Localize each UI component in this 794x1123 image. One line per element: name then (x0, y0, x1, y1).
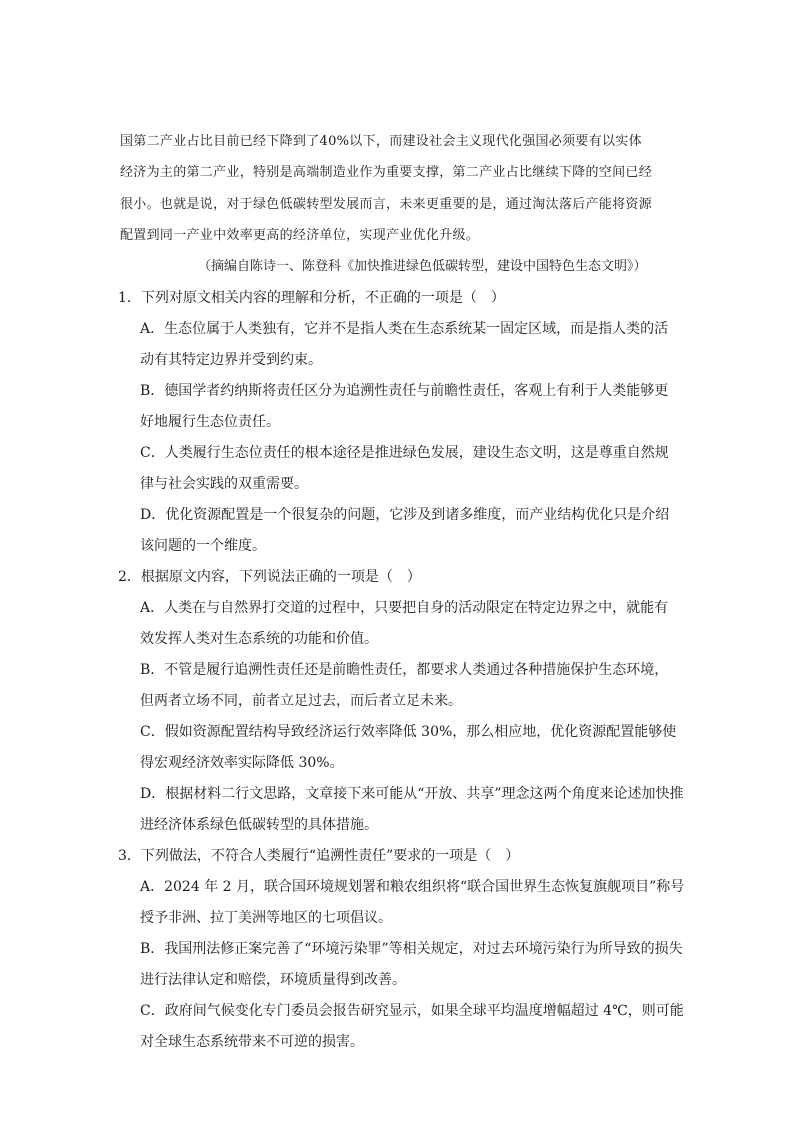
question-2-option-c: C．假如资源配置结构导致经济运行效率降低 30%，那么相应地，优化资源配置能够使 (140, 724, 677, 740)
question-2-option-b-cont: 但两者立场不同，前者立足过去，而后者立足未来。 (140, 693, 462, 709)
question-3-option-b: B．我国刑法修正案完善了“环境污染罪”等相关规定，对过去环境污染行为所导致的损失 (140, 941, 683, 957)
question-3-option-b-cont: 进行法律认定和赔偿，环境质量得到改善。 (140, 972, 406, 988)
question-2-option-c-cont: 得宏观经济效率实际降低 30%。 (140, 755, 344, 771)
passage-line: 配置到同一产业中效率更高的经济单位，实现产业优化升级。 (120, 228, 480, 243)
question-1-option-d: D．优化资源配置是一个很复杂的问题，它涉及到诸多维度，而产业结构优化只是介绍 (140, 507, 670, 523)
question-2-option-a: A．人类在与自然界打交道的过程中，只要把自身的活动限定在特定边界之中，就能有 (140, 600, 669, 616)
passage-line: 很小。也就是说，对于绿色低碳转型发展而言，未来更重要的是，通过淘汰落后产能将资源 (120, 197, 653, 212)
question-2-option-d-cont: 进经济体系绿色低碳转型的具体措施。 (140, 817, 378, 833)
question-1-stem: 1．下列对原文相关内容的理解和分析，不正确的一项是（ ） (118, 290, 505, 306)
question-1-option-d-cont: 该问题的一个维度。 (140, 538, 266, 554)
question-1-option-c-cont: 律与社会实践的双重需要。 (140, 476, 308, 492)
passage-source: （摘编自陈诗一、陈登科《加快推进绿色低碳转型，建设中国特色生态文明》） (198, 259, 647, 274)
question-2-option-a-cont: 效发挥人类对生态系统的功能和价值。 (140, 631, 378, 647)
question-2-option-d: D．根据材料二行文思路，文章接下来可能从“开放、共享”理念这两个角度来论述加快推 (140, 786, 684, 802)
question-3-option-a: A．2024 年 2 月，联合国环境规划署和粮农组织将“联合国世界生态恢复旗舰项目”称号 (140, 879, 685, 895)
question-1-option-b-cont: 好地履行生态位责任。 (140, 414, 280, 430)
question-1-option-b: B．德国学者约纳斯将责任区分为追溯性责任与前瞻性责任，客观上有利于人类能够更 (140, 383, 669, 399)
question-3-option-c: C．政府间气候变化专门委员会报告研究显示，如果全球平均温度增幅超过 4℃，则可能 (140, 1003, 684, 1019)
passage-line: 经济为主的第二产业，特别是高端制造业作为重要支撑，第二产业占比继续下降的空间已经 (120, 165, 653, 180)
question-2-stem: 2．根据原文内容，下列说法正确的一项是（ ） (118, 569, 421, 585)
question-3-option-a-cont: 授予非洲、拉丁美洲等地区的七项倡议。 (140, 910, 392, 926)
question-3-option-c-cont: 对全球生态系统带来不可逆的损害。 (140, 1034, 364, 1050)
passage-line: 国第二产业占比目前已经下降到了40%以下，而建设社会主义现代化强国必须要有以实体 (120, 134, 642, 149)
question-1-option-a-cont: 动有其特定边界并受到约束。 (140, 352, 322, 368)
question-1-option-a: A．生态位属于人类独有，它并不是指人类在生态系统某一固定区域，而是指人类的活 (140, 321, 669, 337)
question-1-option-c: C．人类履行生态位责任的根本途径是推进绿色发展，建设生态文明，这是尊重自然规 (140, 445, 669, 461)
question-2-option-b: B．不管是履行追溯性责任还是前瞻性责任，都要求人类通过各种措施保护生态环境， (140, 662, 669, 678)
question-3-stem: 3．下列做法，不符合人类履行“追溯性责任”要求的一项是（ ） (118, 848, 520, 864)
